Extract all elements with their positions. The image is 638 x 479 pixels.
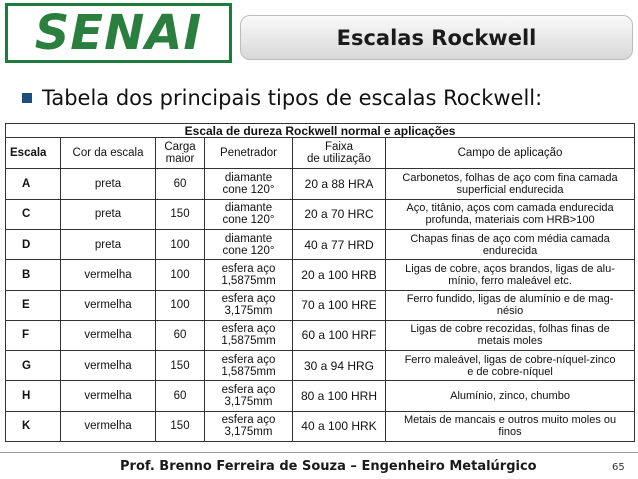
cell-campo-line2: superficial endurecida	[456, 184, 564, 197]
cell-escala	[6, 351, 61, 381]
table-row	[6, 351, 635, 381]
square-bullet-icon	[22, 93, 32, 103]
table-row	[6, 320, 635, 350]
cell-carga-line1: 60	[173, 329, 187, 342]
cell-penetrador	[205, 290, 293, 320]
cell-campo-line1: Carbonetos, folhas de aço com fina camada	[402, 172, 618, 185]
cell-carga-line1: 150	[170, 208, 190, 221]
cell-cor	[61, 320, 156, 350]
cell-cor	[61, 229, 156, 259]
cell-campo	[386, 199, 635, 229]
cell-faixa	[293, 199, 386, 229]
cell-faixa	[293, 260, 386, 290]
header-escala: Escala	[6, 138, 61, 169]
cell-faixa-line1: 70 a 100 HRE	[301, 298, 377, 313]
cell-escala	[6, 320, 61, 350]
cell-penetrador	[205, 351, 293, 381]
cell-faixa-line1: 40 a 77 HRD	[304, 237, 374, 252]
cell-carga	[156, 290, 205, 320]
cell-penetrador-line2: 3,175mm	[224, 396, 273, 409]
cell-escala-line1: B	[22, 268, 31, 281]
cell-escala-line1: E	[22, 299, 30, 312]
cell-penetrador	[205, 381, 293, 411]
cell-escala	[6, 411, 61, 441]
cell-penetrador	[205, 411, 293, 441]
cell-cor	[61, 199, 156, 229]
cell-carga-line1: 150	[170, 359, 190, 372]
cell-penetrador-line1: diamante	[224, 172, 273, 185]
cell-cor	[61, 260, 156, 290]
cell-faixa	[293, 229, 386, 259]
cell-penetrador-line1: esfera aço	[221, 293, 276, 306]
table-row	[6, 199, 635, 229]
table-body	[6, 169, 635, 442]
cell-cor	[61, 290, 156, 320]
table-caption: Escala de dureza Rockwell normal e aplicações	[6, 124, 635, 138]
cell-faixa-line1: 20 a 70 HRC	[304, 207, 374, 222]
footer-divider	[0, 452, 638, 453]
cell-campo	[386, 320, 635, 350]
cell-penetrador-line1: diamante	[224, 202, 273, 215]
cell-faixa-line1: 40 a 100 HRK	[301, 419, 377, 434]
bullet-text: Tabela dos principais tipos de escalas Rockwell:	[42, 86, 543, 110]
cell-faixa	[293, 320, 386, 350]
cell-penetrador-line2: 3,175mm	[224, 426, 273, 439]
cell-carga-line1: 150	[170, 420, 190, 433]
cell-cor	[61, 411, 156, 441]
cell-escala	[6, 199, 61, 229]
header-penetrador: Penetrador	[205, 138, 293, 169]
cell-campo-line2: profunda, materiais com HRB>100	[425, 214, 595, 227]
cell-escala-line1: C	[22, 208, 31, 221]
cell-escala	[6, 169, 61, 199]
cell-carga-line1: 60	[173, 390, 187, 403]
rockwell-table-container	[5, 123, 634, 442]
footer-author: Prof. Brenno Ferreira de Souza – Engenheiro Metalúrgico	[120, 459, 537, 474]
table-row	[6, 381, 635, 411]
cell-penetrador-line2: 1,5875mm	[221, 274, 276, 287]
cell-campo	[386, 290, 635, 320]
header-faixa	[293, 138, 386, 169]
cell-carga	[156, 351, 205, 381]
cell-penetrador	[205, 229, 293, 259]
cell-campo-line2: finos	[498, 426, 522, 439]
cell-penetrador-line1: esfera aço	[221, 384, 276, 397]
cell-faixa	[293, 169, 386, 199]
cell-carga	[156, 381, 205, 411]
cell-campo	[386, 381, 635, 411]
cell-escala-line1: K	[22, 420, 31, 433]
cell-campo-line2: endurecida	[482, 244, 538, 257]
header-faixa-line2: de utilização	[307, 153, 371, 166]
cell-campo	[386, 229, 635, 259]
cell-carga	[156, 260, 205, 290]
cell-campo	[386, 351, 635, 381]
cell-cor	[61, 169, 156, 199]
cell-campo-line1: Metais de mancais e outros muito moles ou	[403, 414, 617, 427]
cell-faixa	[293, 411, 386, 441]
cell-penetrador-line2: cone 120°	[222, 244, 275, 257]
cell-escala-line1: G	[22, 359, 31, 372]
cell-campo-line2: nésio	[496, 305, 524, 318]
cell-penetrador	[205, 260, 293, 290]
slide-title-box	[240, 15, 633, 60]
cell-penetrador-line2: cone 120°	[222, 184, 275, 197]
cell-cor-line1: vermelha	[84, 329, 132, 342]
cell-faixa-line1: 30 a 94 HRG	[303, 358, 375, 373]
cell-faixa-line1: 60 a 100 HRF	[301, 328, 377, 343]
rockwell-scales-table	[5, 123, 635, 442]
cell-faixa-line1: 20 a 88 HRA	[304, 177, 374, 192]
cell-cor-line1: vermelha	[84, 359, 132, 372]
cell-carga	[156, 169, 205, 199]
cell-carga	[156, 229, 205, 259]
cell-cor	[61, 381, 156, 411]
slide-title: Escalas Rockwell	[336, 25, 537, 50]
cell-penetrador-line1: esfera aço	[221, 262, 276, 275]
header-carga	[156, 138, 205, 169]
cell-campo	[386, 260, 635, 290]
cell-penetrador-line1: diamante	[224, 232, 273, 245]
cell-escala	[6, 260, 61, 290]
cell-penetrador	[205, 199, 293, 229]
cell-carga	[156, 320, 205, 350]
cell-cor-line1: vermelha	[84, 390, 132, 403]
page-number: 65	[612, 462, 625, 473]
cell-campo-line1: Ferro maleável, ligas de cobre-níquel-zinco	[404, 353, 616, 366]
table-caption-row	[6, 124, 635, 138]
header-campo: Campo de aplicação	[386, 138, 635, 169]
header-faixa-line1: Faixa	[324, 141, 354, 154]
cell-campo-line2: mínio, ferro maleável etc.	[448, 274, 572, 287]
cell-faixa-line1: 20 a 100 HRB	[301, 267, 377, 282]
cell-escala-line1: D	[22, 238, 31, 251]
cell-penetrador-line1: esfera aço	[221, 323, 276, 336]
cell-penetrador-line1: esfera aço	[221, 353, 276, 366]
header-cor: Cor da escala	[61, 138, 156, 169]
cell-carga-line1: 100	[170, 268, 190, 281]
cell-penetrador-line2: 3,175mm	[224, 305, 273, 318]
cell-cor-line1: preta	[94, 238, 122, 251]
cell-carga	[156, 411, 205, 441]
cell-campo-line2: e de cobre-níquel	[467, 365, 553, 378]
cell-carga-line1: 60	[173, 178, 187, 191]
cell-carga	[156, 199, 205, 229]
cell-penetrador	[205, 169, 293, 199]
cell-faixa	[293, 381, 386, 411]
bullet-item	[22, 86, 542, 110]
cell-faixa-line1: 80 a 100 HRH	[300, 389, 378, 404]
cell-campo-line1: Ligas de cobre recozidas, folhas finas de	[410, 323, 610, 336]
cell-cor	[61, 351, 156, 381]
cell-faixa	[293, 290, 386, 320]
cell-cor-line1: preta	[94, 178, 122, 191]
header-carga-line1: Carga	[164, 141, 196, 154]
cell-escala	[6, 290, 61, 320]
cell-campo-line1: Chapas finas de aço com média camada	[410, 232, 610, 245]
cell-escala-line1: F	[22, 329, 30, 342]
cell-faixa	[293, 351, 386, 381]
cell-campo	[386, 411, 635, 441]
cell-penetrador-line2: 1,5875mm	[221, 365, 276, 378]
table-row	[6, 169, 635, 199]
cell-cor-line1: vermelha	[84, 420, 132, 433]
header-carga-line2: maior	[165, 153, 195, 166]
senai-logo	[5, 3, 232, 63]
table-row	[6, 411, 635, 441]
cell-campo	[386, 169, 635, 199]
table-row	[6, 290, 635, 320]
cell-cor-line1: preta	[94, 208, 122, 221]
cell-campo-line1: Ferro fundido, ligas de alumínio e de mag-	[406, 293, 614, 306]
cell-cor-line1: vermelha	[84, 268, 132, 281]
cell-penetrador	[205, 320, 293, 350]
cell-campo-line1: Alumínio, zinco, chumbo	[450, 390, 570, 403]
cell-campo-line1: Aço, titânio, aços com camada endurecida	[406, 202, 614, 215]
cell-campo-line2: metais moles	[477, 335, 543, 348]
cell-penetrador-line2: 1,5875mm	[221, 335, 276, 348]
cell-campo-line1: Ligas de cobre, aços brandos, ligas de alu-	[405, 262, 615, 275]
table-row	[6, 260, 635, 290]
cell-carga-line1: 100	[170, 299, 190, 312]
cell-escala	[6, 229, 61, 259]
table-header-row	[6, 138, 635, 169]
cell-carga-line1: 100	[170, 238, 190, 251]
cell-cor-line1: vermelha	[84, 299, 132, 312]
logo-text: SENAI	[34, 5, 203, 61]
cell-penetrador-line1: esfera aço	[221, 414, 276, 427]
cell-escala	[6, 381, 61, 411]
cell-escala-line1: H	[22, 390, 31, 403]
cell-penetrador-line2: cone 120°	[222, 214, 275, 227]
table-row	[6, 229, 635, 259]
cell-escala-line1: A	[22, 178, 31, 191]
